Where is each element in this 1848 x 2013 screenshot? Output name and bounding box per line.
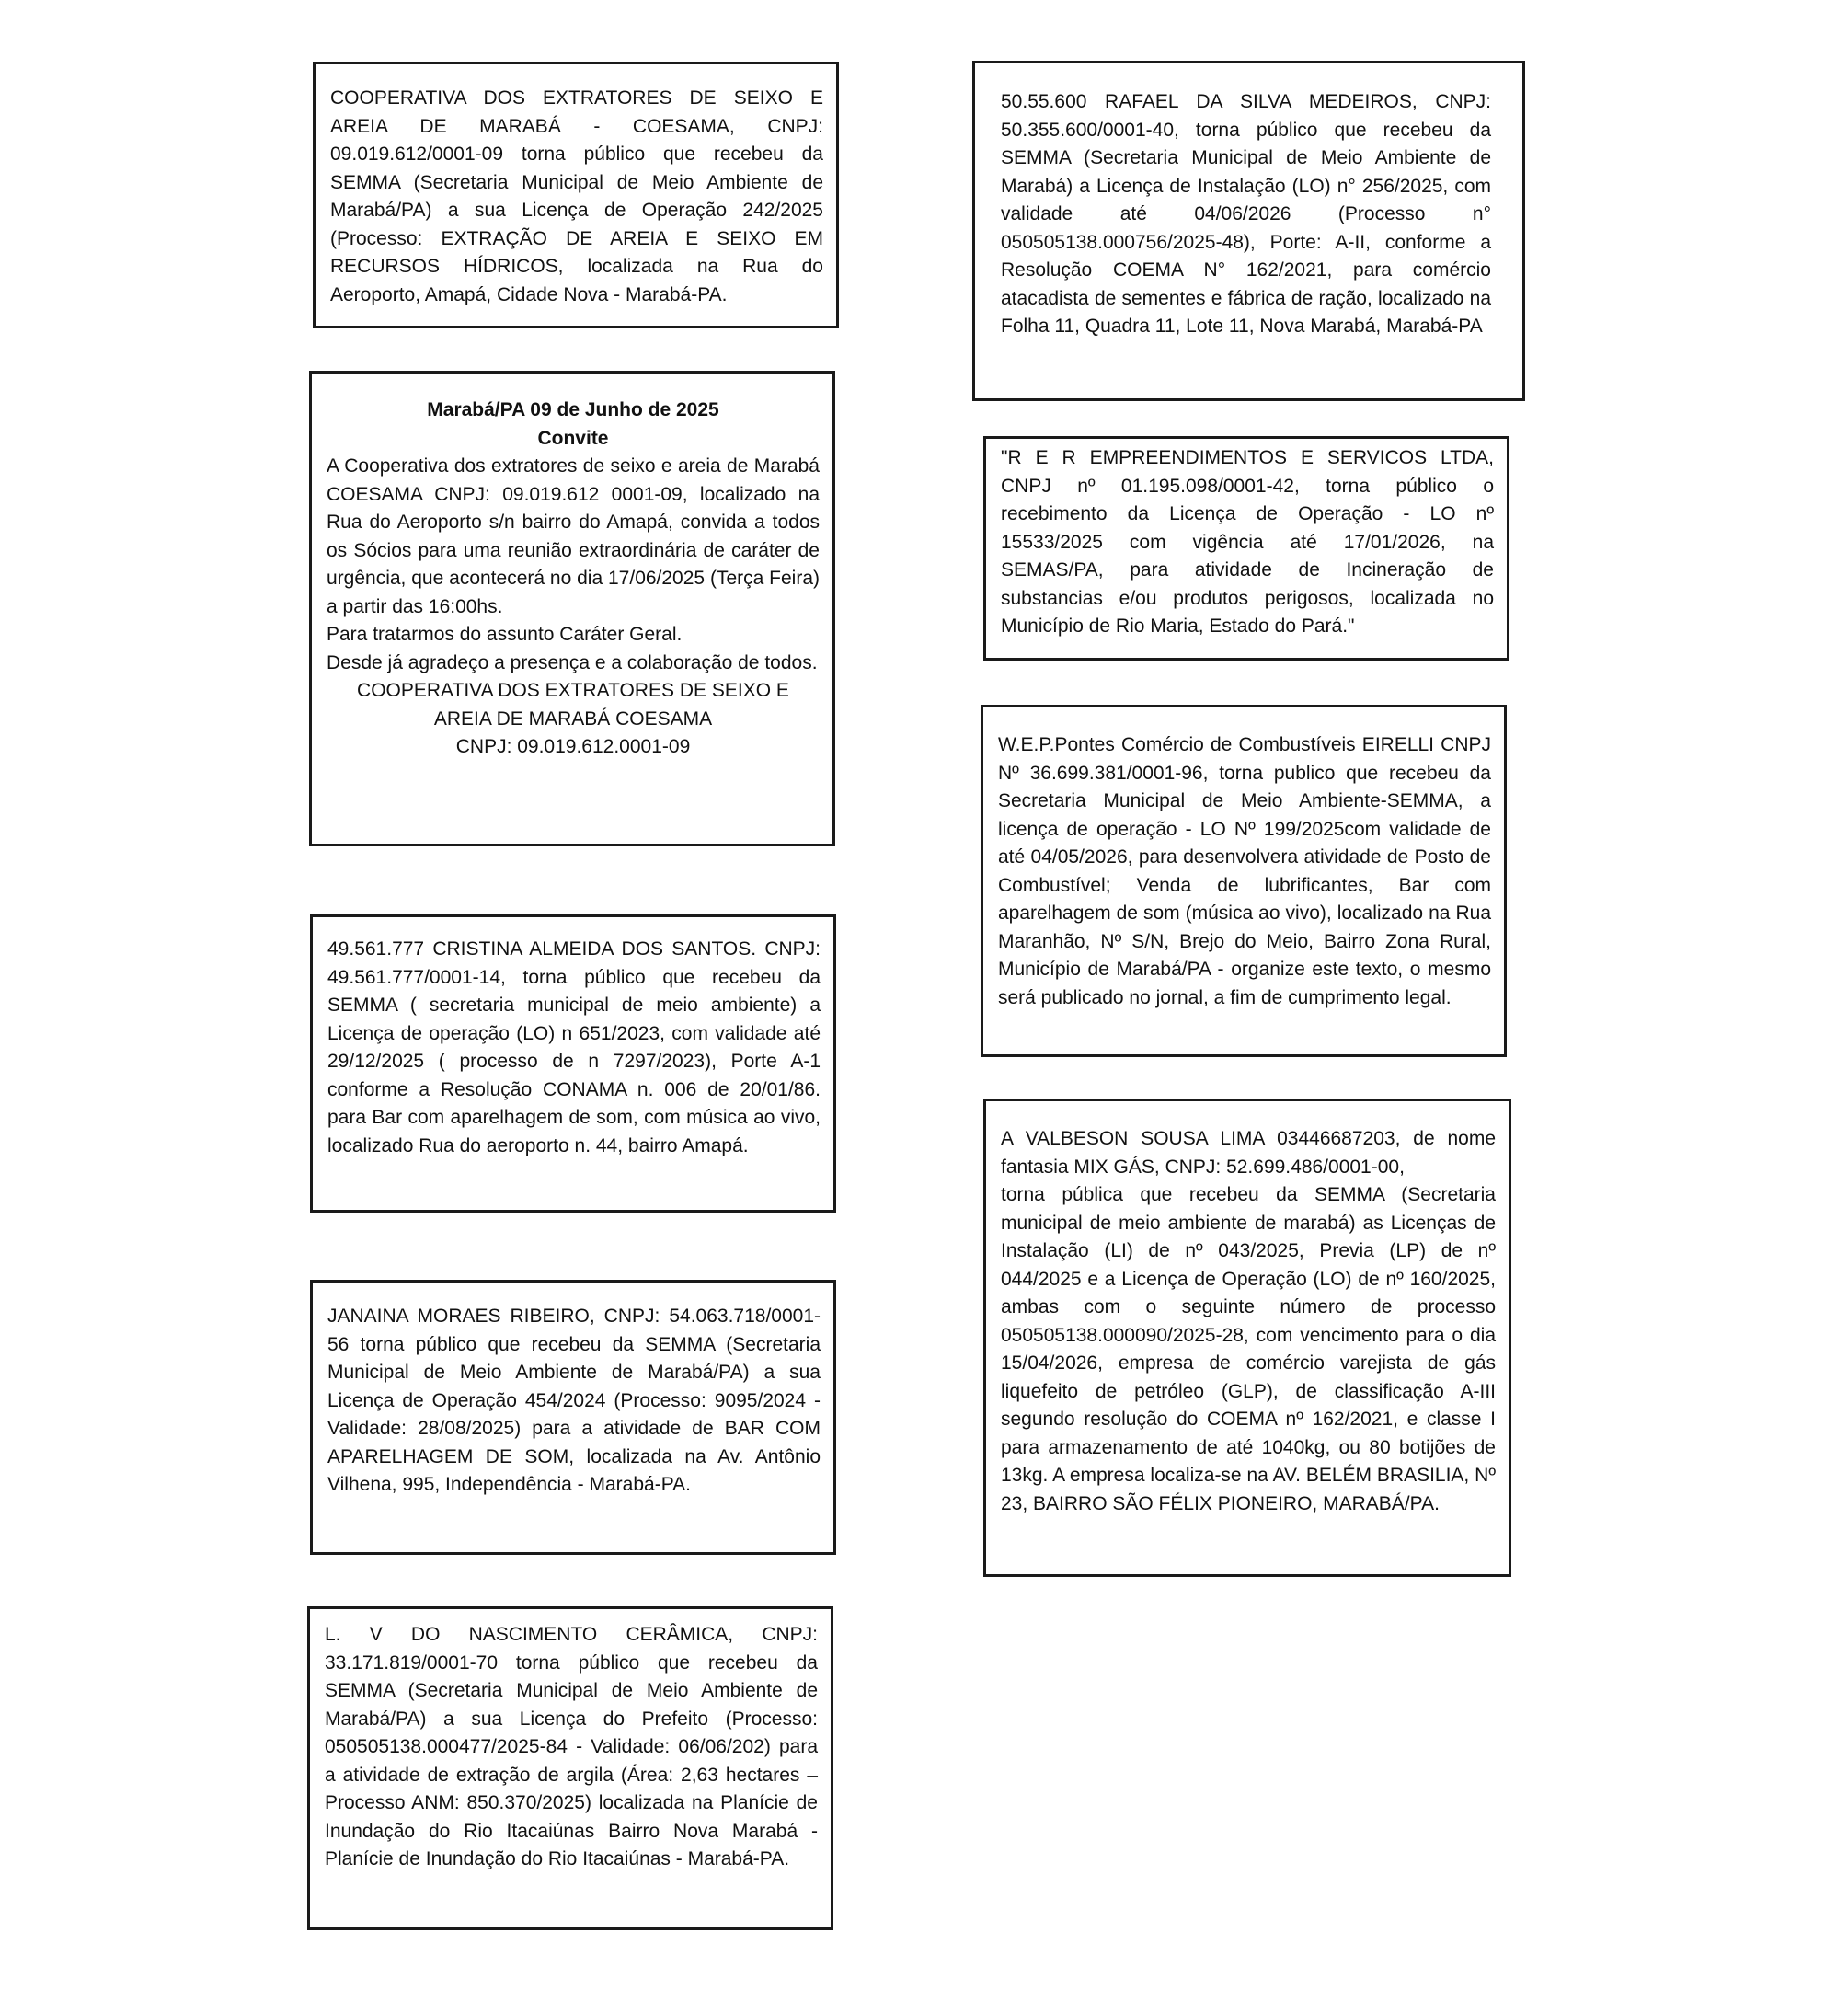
notice-coesama-invitation <box>309 371 835 846</box>
notice-janaina-license <box>310 1280 836 1555</box>
notice-text: "R E R EMPREENDIMENTOS E SERVICOS LTDA, CNPJ nº 01.195.098/0001-42, torna público o recebimento da Licença de Operação - LO nº 15533/2025 com vigência até 17/01/2026, na SEMAS/PA, para atividade de Incineração de substancias e/ou produtos perigosos, localizada no Município de Rio Maria, Estado do Pará." <box>1001 447 1494 637</box>
notice-text: L. V DO NASCIMENTO CERÂMICA, CNPJ: 33.171.819/0001-70 torna público que recebeu da SEMMA (Secretaria Municipal de Meio Ambiente de Marabá/PA) a sua Licença do Prefeito (Processo: 050505138.000477/2025-84 - Validade: 06/06/202) para a atividade de extração de argila (Área: 2,63 hectares – Processo ANM: 850.370/2025) localizada na Planície de Inundação do Rio Itacaiúnas Bairro Nova Marabá - Planície de Inundação do Rio Itacaiúnas - Marabá-PA. <box>325 1624 818 1869</box>
notice-rer-license <box>983 436 1509 661</box>
notice-first-line: A VALBESON SOUSA LIMA 03446687203, de nome fantasia MIX GÁS, CNPJ: 52.699.486/0001-00, <box>1001 1128 1496 1178</box>
notice-wep-license <box>981 705 1507 1057</box>
invitation-title: Convite <box>537 427 609 449</box>
notice-text: 50.55.600 RAFAEL DA SILVA MEDEIROS, CNPJ: 50.355.600/0001-40, torna público que recebeu da SEMMA (Secretaria Municipal de Meio Ambiente de Marabá) a Licença de Instalação (LO) n° 256/2025, com validade até 04/06/2026 (Processo n° 050505138.000756/2025-48), Porte: A-II, conforme a Resolução COEMA N° 162/2021, para comércio atacadista de sementes e fábrica de ração, localizado na Folha 11, Quadra 11, Lote 11, Nova Marabá, Marabá-PA <box>1001 91 1491 337</box>
notice-text: torna pública que recebeu da SEMMA (Secretaria municipal de meio ambiente de marabá) as Licenças de Instalação (LI) de nº 043/2025, Previa (LP) de nº 044/2025 e a Licença de Operação (LO) de nº 160/2025, ambas com o seguinte número de processo 050505138.000090/2025-28, com vencimento para o dia 15/04/2026, empresa de comércio varejista de gás liquefeito de petróleo (GLP), de classificação A-III segundo resolução do COEMA nº 162/2021, e classe I para armazenamento de até 1040kg, ou 80 botijões de 13kg. A empresa localiza-se na AV. BELÉM BRASILIA, Nº 23, BAIRRO SÃO FÉLIX PIONEIRO, MARABÁ/PA. <box>1001 1184 1496 1514</box>
notice-valbeson-license <box>983 1099 1511 1577</box>
notice-rafael-license <box>972 61 1525 401</box>
notice-nascimento-license <box>307 1606 833 1930</box>
notice-text: JANAINA MORAES RIBEIRO, CNPJ: 54.063.718/0001-56 torna público que recebeu da SEMMA (Secretaria Municipal de Meio Ambiente de Marabá/PA) a sua Licença de Operação 454/2024 (Processo: 9095/2024 - Validade: 28/08/2025) para a atividade de BAR COM APARELHAGEM DE SOM, localizada na Av. Antônio Vilhena, 995, Independência - Marabá-PA. <box>327 1306 821 1495</box>
notice-coesama-license <box>313 62 839 328</box>
notice-text: COOPERATIVA DOS EXTRATORES DE SEIXO E AREIA DE MARABÁ - COESAMA, CNPJ: 09.019.612/0001-09 torna público que recebeu da SEMMA (Secretaria Municipal de Meio Ambiente de Marabá/PA) a sua Licença de Operação 242/2025 (Processo: EXTRAÇÃO DE AREIA E SEIXO EM RECURSOS HÍDRICOS, localizada na Rua do Aeroporto, Amapá, Cidade Nova - Marabá-PA. <box>330 87 823 305</box>
notice-text: W.E.P.Pontes Comércio de Combustíveis EIRELLI CNPJ Nº 36.699.381/0001-96, torna publico que recebeu da Secretaria Municipal de Meio Ambiente-SEMMA, a licença de operação - LO Nº 199/2025com validade de até 04/05/2026, para desenvolvera atividade de Posto de Combustível; Venda de lubrificantes, Bar com aparelhagem de som (música ao vivo), localizado na Rua Maranhão, Nº S/N, Brejo do Meio, Bairro Zona Rural, Município de Marabá/PA - organize este texto, o mesmo será publicado no jornal, a fim de cumprimento legal. <box>998 734 1491 1008</box>
invitation-signature-org: COOPERATIVA DOS EXTRATORES DE SEIXO E AREIA DE MARABÁ COESAMA <box>357 680 789 730</box>
invitation-thanks: Desde já agradeço a presença e a colaboração de todos. <box>327 651 818 673</box>
notice-cristina-license <box>310 914 836 1213</box>
invitation-subject: Para tratarmos do assunto Caráter Geral. <box>327 624 683 645</box>
invitation-body: A Cooperativa dos extratores de seixo e areia de Marabá COESAMA CNPJ: 09.019.612 0001-09, localizado na Rua do Aeroporto s/n bairro do Amapá, convida a todos os Sócios para uma reunião extraordinária de caráter de urgência, que acontecerá no dia 17/06/2025 (Terça Feira) a partir das 16:00hs. <box>327 455 820 617</box>
invitation-date: Marabá/PA 09 de Junho de 2025 <box>427 399 719 420</box>
notice-text: 49.561.777 CRISTINA ALMEIDA DOS SANTOS. CNPJ: 49.561.777/0001-14, torna público que recebeu da SEMMA ( secretaria municipal de meio ambiente) a Licença de operação (LO) n 651/2023, com validade até 29/12/2025 ( processo de n 7297/2023), Porte A-1 conforme a Resolução CONAMA n. 006 de 20/01/86. para Bar com aparelhagem de som, com música ao vivo, localizado Rua do aeroporto n. 44, bairro Amapá. <box>327 938 821 1156</box>
invitation-signature-cnpj: CNPJ: 09.019.612.0001-09 <box>455 736 691 757</box>
